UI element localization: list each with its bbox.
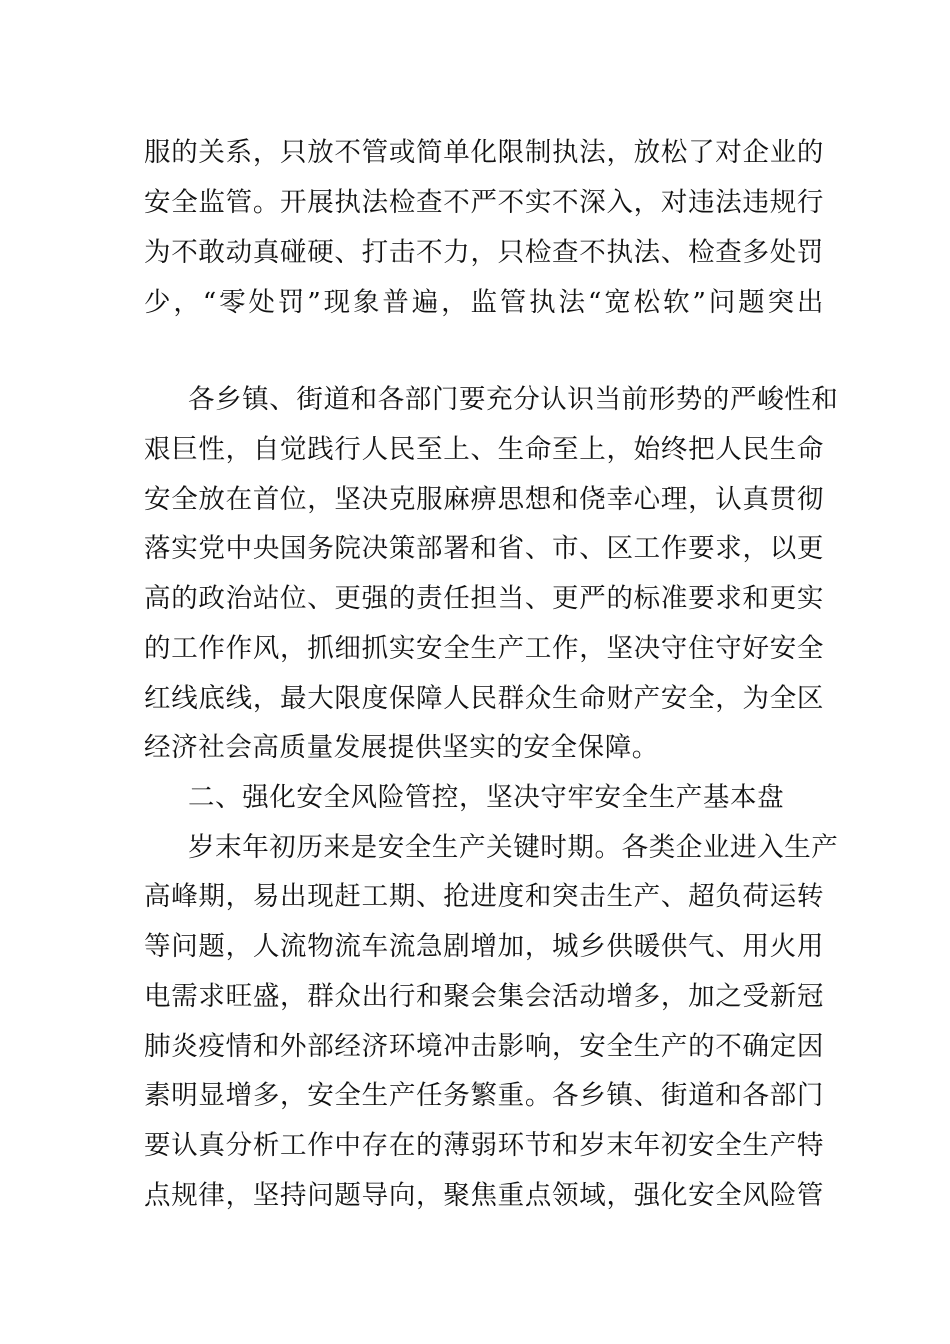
text-line: 要认真分析工作中存在的薄弱环节和岁末年初安全生产特	[144, 1130, 824, 1161]
text-line: 少，“零处罚”现象普遍，监管执法“宽松软”问题突出	[144, 287, 824, 318]
text-line: 各乡镇、街道和各部门要充分认识当前形势的严峻性和	[188, 384, 839, 415]
text-line: 安全放在首位，坚决克服麻痹思想和侥幸心理，认真贯彻	[144, 484, 824, 515]
text-line: 安全监管。开展执法检查不严不实不深入，对违法违规行	[144, 187, 824, 218]
text-line: 等问题，人流物流车流急剧增加，城乡供暖供气、用火用	[144, 931, 824, 962]
text-line: 高的政治站位、更强的责任担当、更严的标准要求和更实	[144, 583, 824, 614]
text-line: 岁末年初历来是安全生产关键时期。各类企业进入生产	[188, 832, 839, 863]
text-line: 为不敢动真碰硬、打击不力，只检查不执法、检查多处罚	[144, 237, 824, 268]
text-line: 红线底线，最大限度保障人民群众生命财产安全，为全区	[144, 683, 824, 714]
text-line: 素明显增多，安全生产任务繁重。各乡镇、街道和各部门	[144, 1080, 824, 1111]
text-line: 点规律，坚持问题导向，聚焦重点领域，强化安全风险管	[144, 1180, 824, 1211]
text-line: 高峰期，易出现赶工期、抢进度和突击生产、超负荷运转	[144, 881, 824, 912]
section-heading: 二、强化安全风险管控，坚决守牢安全生产基本盘	[188, 782, 785, 813]
text-line: 经济社会高质量发展提供坚实的安全保障。	[144, 732, 659, 763]
text-line: 肺炎疫情和外部经济环境冲击影响，安全生产的不确定因	[144, 1031, 824, 1062]
text-line: 落实党中央国务院决策部署和省、市、区工作要求，以更	[144, 533, 824, 564]
text-line: 的工作作风，抓细抓实安全生产工作，坚决守住守好安全	[144, 633, 824, 664]
text-line: 艰巨性，自觉践行人民至上、生命至上，始终把人民生命	[144, 434, 824, 465]
text-line: 服的关系，只放不管或简单化限制执法，放松了对企业的	[144, 137, 824, 168]
text-line: 电需求旺盛，群众出行和聚会集会活动增多，加之受新冠	[144, 981, 824, 1012]
